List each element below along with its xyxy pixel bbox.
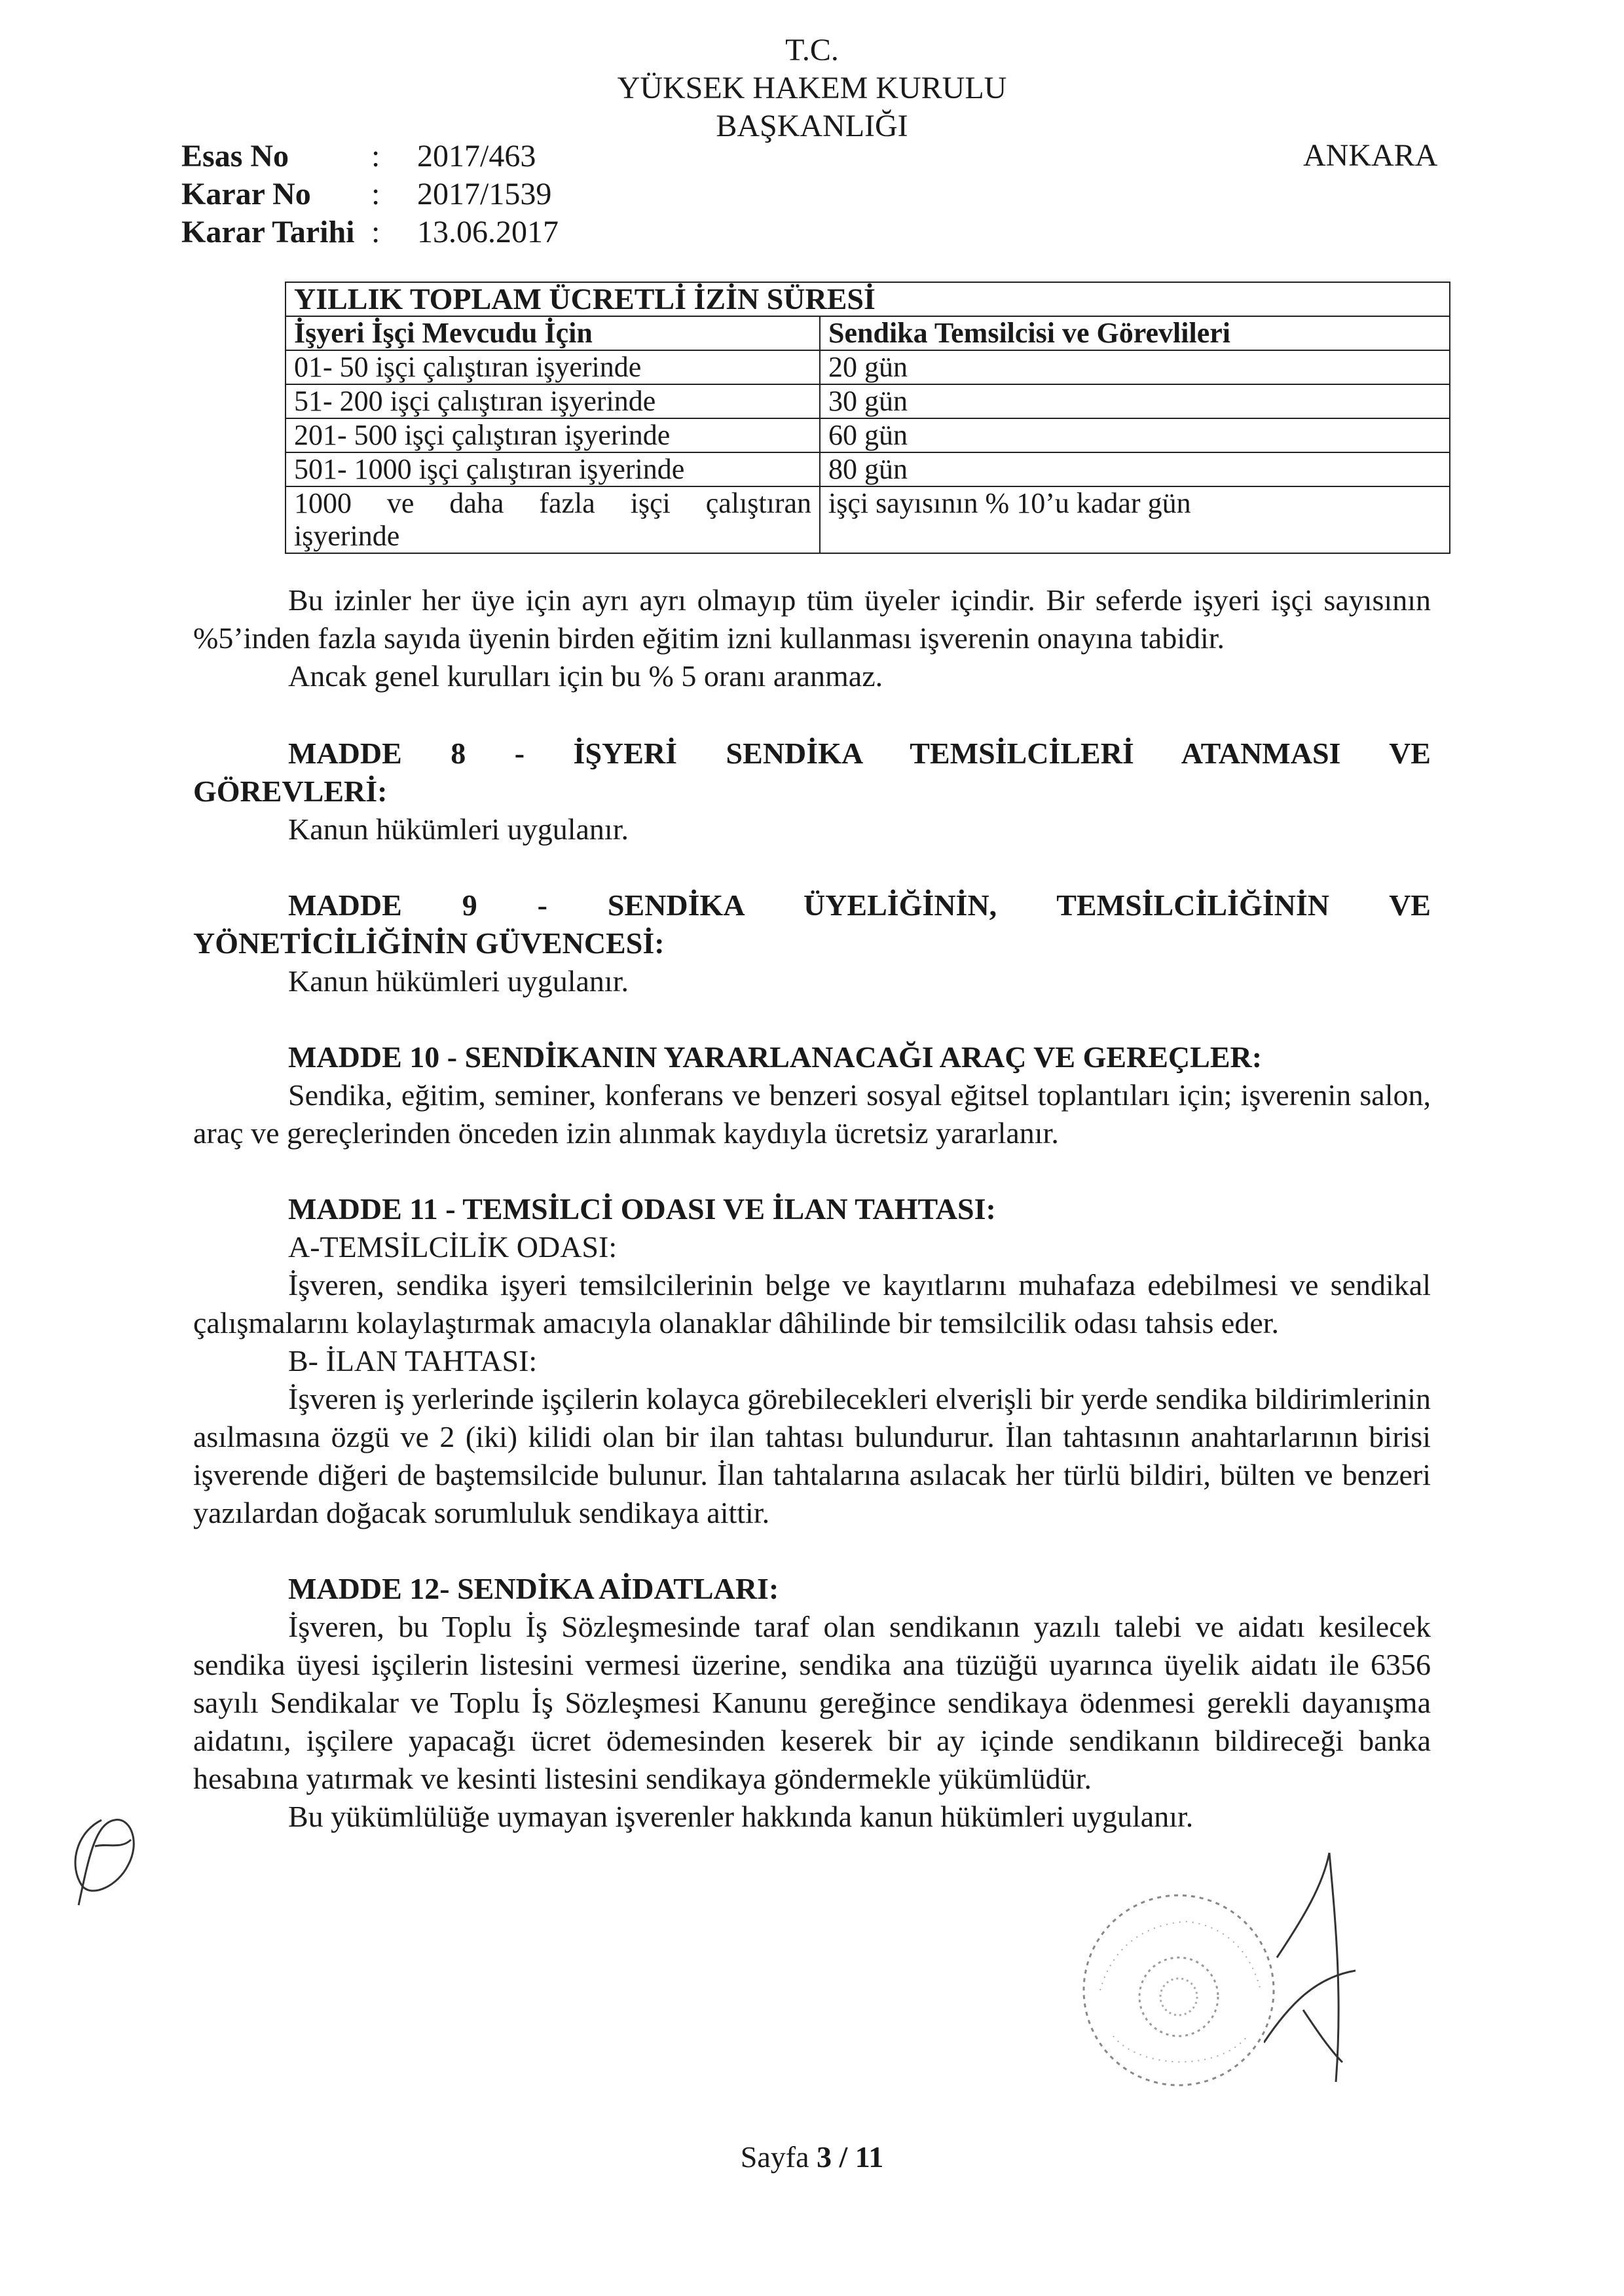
header-tc: T.C. [785,33,839,67]
column-header-workplace: İşyeri İşçi Mevcudu İçin [286,316,820,350]
handwritten-signature [1264,1846,1369,2121]
table-row [286,350,1450,384]
table-cell: 30 gün [820,384,1450,418]
article-11-a-body: İşveren, sendika işyeri temsilcilerinin belge ve kayıtlarını muhafaza edebilmesi ve sendikal çalışmalarını kolaylaştırmak amacıyla olanaklar dâhilinde bir temsilcilik odası tahsis eder. [193,1268,1431,1339]
header-presidency: BAŞKANLIĞI [716,109,908,143]
table-cell-line: işyerinde [294,520,400,552]
case-meta [181,137,559,251]
article-8-body: Kanun hükümleri uygulanır. [288,812,629,846]
document-header [0,31,1624,145]
table-header-row [286,316,1450,350]
table-row [286,452,1450,486]
table-cell: 20 gün [820,350,1450,384]
article-8-title-cont: GÖREVLERİ: [193,774,388,808]
meta-row-tarih [181,213,559,251]
page-number: 3 / 11 [817,2140,884,2174]
paragraph: Bu izinler her üye için ayrı ayrı olmayıp tüm üyeler içindir. Bir seferde işyeri işçi sayısının %5’inden fazla sayıda üyenin birden eğitim izni kullanması işverenin onayına tabidir. [193,583,1431,655]
margin-initial-signature [56,1807,160,1918]
table-title: YILLIK TOPLAM ÜCRETLİ İZİN SÜRESİ [286,282,1450,316]
table-cell: 60 gün [820,418,1450,452]
table-cell: işçi sayısının % 10’u kadar gün [820,486,1450,553]
annual-leave-table [285,282,1450,554]
meta-key: Karar No [181,177,311,211]
article-10-title: MADDE 10 - SENDİKANIN YARARLANACAĞI ARAÇ VE GEREÇLER: [288,1040,1263,1074]
table-cell: 201- 500 işçi çalıştıran işyerinde [286,418,820,452]
table-cell: 01- 50 işçi çalıştıran işyerinde [286,350,820,384]
article-9-title-cont: YÖNETİCİLİĞİNİN GÜVENCESİ: [193,926,665,960]
meta-key: Karar Tarihi [181,215,355,249]
article-12-title: MADDE 12- SENDİKA AİDATLARI: [288,1572,779,1605]
article-11-b-title: B- İLAN TAHTASI: [288,1344,538,1377]
article-8-title: MADDE 8 - İŞYERİ SENDİKA TEMSİLCİLERİ ATANMASI VE [288,737,1431,770]
article-9-title: MADDE 9 - SENDİKA ÜYELİĞİNİN, TEMSİLCİLİĞİNİN VE [288,888,1431,922]
article-9-body: Kanun hükümleri uygulanır. [288,964,629,998]
official-stamp [1074,1886,1283,2095]
meta-separator: : [371,177,380,211]
article-10-body: Sendika, eğitim, seminer, konferans ve benzeri sosyal eğitsel toplantıları için; işverenin salon, araç ve gereçlerinden önceden izin alınmak kaydıyla ücretsiz yararlanır. [193,1078,1431,1150]
article-12-body: İşveren, bu Toplu İş Sözleşmesinde taraf olan sendikanın yazılı talebi ve aidatı kesilecek sendika üyesi işçilerin listesini vermesi üzerine, sendika ana tüzüğü uyarınca üyelik aidatı ile 6356 sayılı Sendikalar ve Toplu İş Sözleşmesi Kanunu gereğince sendikaya ödenmesi gerekli dayanışma aidatını, işçilere yapacağı ücret ödemesinden keserek bir ay içinde sendikanın bildireceği banka hesabına yatırmak ve kesinti listesini sendikaya göndermekle yükümlüdür. [193,1610,1431,1795]
document-body [193,581,1431,1836]
meta-value: 13.06.2017 [417,215,559,249]
article-12-body-2: Bu yükümlülüğe uymayan işverenler hakkında kanun hükümleri uygulanır. [288,1800,1194,1833]
page-footer [0,2140,1624,2174]
meta-value: 2017/1539 [417,177,552,211]
meta-value: 2017/463 [417,139,536,173]
table-row [286,418,1450,452]
meta-separator: : [371,215,380,249]
table-cell: 51- 200 işçi çalıştıran işyerinde [286,384,820,418]
paragraph: Ancak genel kurulları için bu % 5 oranı aranmaz. [288,659,883,693]
column-header-union: Sendika Temsilcisi ve Görevlileri [820,316,1450,350]
meta-row-karar [181,175,559,213]
meta-key: Esas No [181,139,289,173]
article-11-b-body: İşveren iş yerlerinde işçilerin kolayca görebilecekleri elverişli bir yerde sendika bildirimlerinin asılmasına özgü ve 2 (iki) kilidi olan bir ilan tahtası bulundurur. İlan tahtasının anahtarlarının birisi işverende diğeri de baştemsilcide bulunur. İlan tahtalarına asılacak her türlü bildiri, bülten ve benzeri yazılardan doğacak sorumluluk sendikaya aittir. [193,1382,1431,1529]
header-institution: YÜKSEK HAKEM KURULU [617,71,1007,105]
article-11-a-title: A-TEMSİLCİLİK ODASI: [288,1230,618,1264]
meta-separator: : [371,139,380,173]
table-cell [286,486,820,553]
table-cell: 80 gün [820,452,1450,486]
meta-row-esas [181,137,559,175]
article-11-title: MADDE 11 - TEMSİLCİ ODASI VE İLAN TAHTASI: [288,1192,996,1226]
table-row [286,486,1450,553]
table-cell: 501- 1000 işçi çalıştıran işyerinde [286,452,820,486]
city-label: ANKARA [1303,138,1438,173]
table-row [286,384,1450,418]
table-title-row [286,282,1450,316]
table-cell-line: 1000 ve daha fazla işçi çalıştıran [294,487,811,519]
page-label: Sayfa [740,2140,817,2174]
